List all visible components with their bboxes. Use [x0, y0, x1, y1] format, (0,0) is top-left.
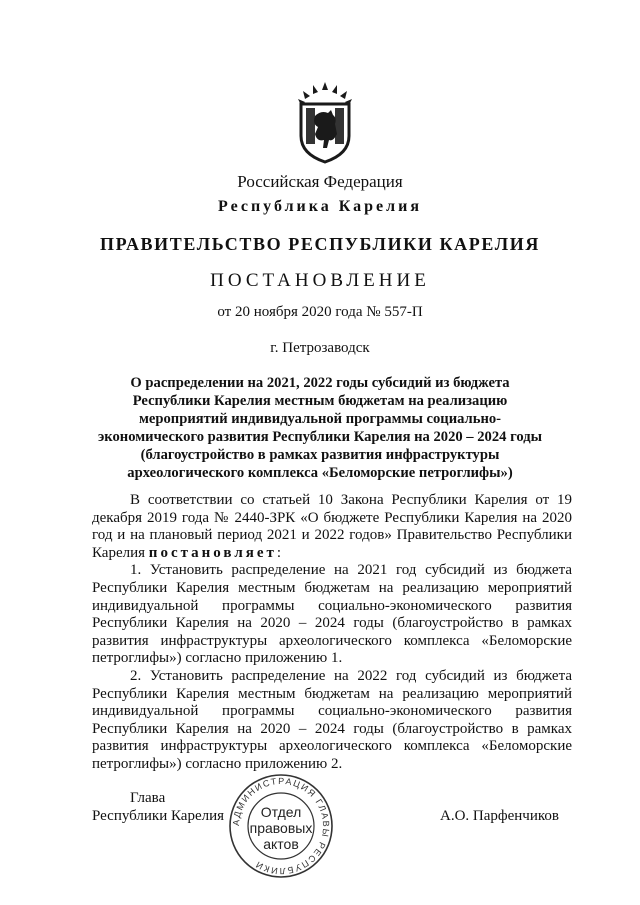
- body-item-1: 1. Установить распределение на 2021 год субсидий из бюджета Республики Карелия местным бюджетам на реализацию мероприятий индивидуальной программы социально-экономического развития Республики Карелия на 2020 – 2024 годы (благоустройство в рамках развития инфраструктуры археологического комплекса «Беломорские петроглифы») согласно приложению 1.: [92, 562, 572, 667]
- signature-title-line-1: Глава: [130, 790, 166, 806]
- republic-name: Республика Карелия: [218, 198, 422, 215]
- document-body: [92, 492, 572, 774]
- intro-end: :: [276, 544, 282, 561]
- title-line: археологического комплекса «Беломорские петроглифы»): [127, 465, 513, 481]
- stamp-ring-textpath: АДМИНИСТРАЦИЯ ГЛАВЫ РЕСПУБЛИКИ: [230, 775, 332, 877]
- stamp-line-3: актов: [263, 836, 299, 852]
- document-city: г. Петрозаводск: [270, 340, 370, 356]
- document-type: ПОСТАНОВЛЕНИЕ: [210, 270, 430, 291]
- body-intro: [92, 492, 572, 562]
- stamp-line-2: правовых: [249, 820, 313, 836]
- body-item-2: 2. Установить распределение на 2022 год субсидий из бюджета Республики Карелия местным бюджетам на реализацию мероприятий индивидуальной программы социально-экономического развития Республики Карелия на 2020 – 2024 годы (благоустройство в рамках развития инфраструктуры археологического комплекса «Беломорские петроглифы») согласно приложению 2.: [92, 667, 572, 772]
- title-line: мероприятий индивидуальной программы социально-: [138, 411, 502, 427]
- signature-title-line-2: Республики Карелия: [92, 808, 225, 824]
- title-line: (благоустройство в рамках развития инфраструктуры: [140, 447, 500, 463]
- title-line: экономического развития Республики Карелия на 2020 – 2024 годы: [97, 429, 543, 445]
- karelia-coat-of-arms-icon: [295, 82, 355, 164]
- round-stamp-icon: [227, 772, 335, 880]
- government-name: ПРАВИТЕЛЬСТВО РЕСПУБЛИКИ КАРЕЛИЯ: [100, 234, 540, 254]
- title-line: Республики Карелия местным бюджетам на реализацию: [132, 393, 508, 409]
- document-date: от 20 ноября 2020 года № 557-П: [217, 304, 423, 320]
- stamp-line-1: Отдел: [260, 804, 302, 820]
- intro-text: В соответствии со статьей 10 Закона Республики Карелия от 19 декабря 2019 года № 2440-ЗРК «О бюджете Республики Карелия на 2020 год и на плановый период 2021 и 2022 годов» Правительство Республики Карелия: [92, 492, 572, 561]
- intro-emphasis: постановляет: [148, 544, 277, 561]
- signature-name: А.О. Парфенчиков: [440, 808, 559, 824]
- country-name: Российская Федерация: [237, 172, 403, 191]
- title-line: О распределении на 2021, 2022 годы субсидий из бюджета: [130, 375, 510, 391]
- document-title: [80, 374, 560, 482]
